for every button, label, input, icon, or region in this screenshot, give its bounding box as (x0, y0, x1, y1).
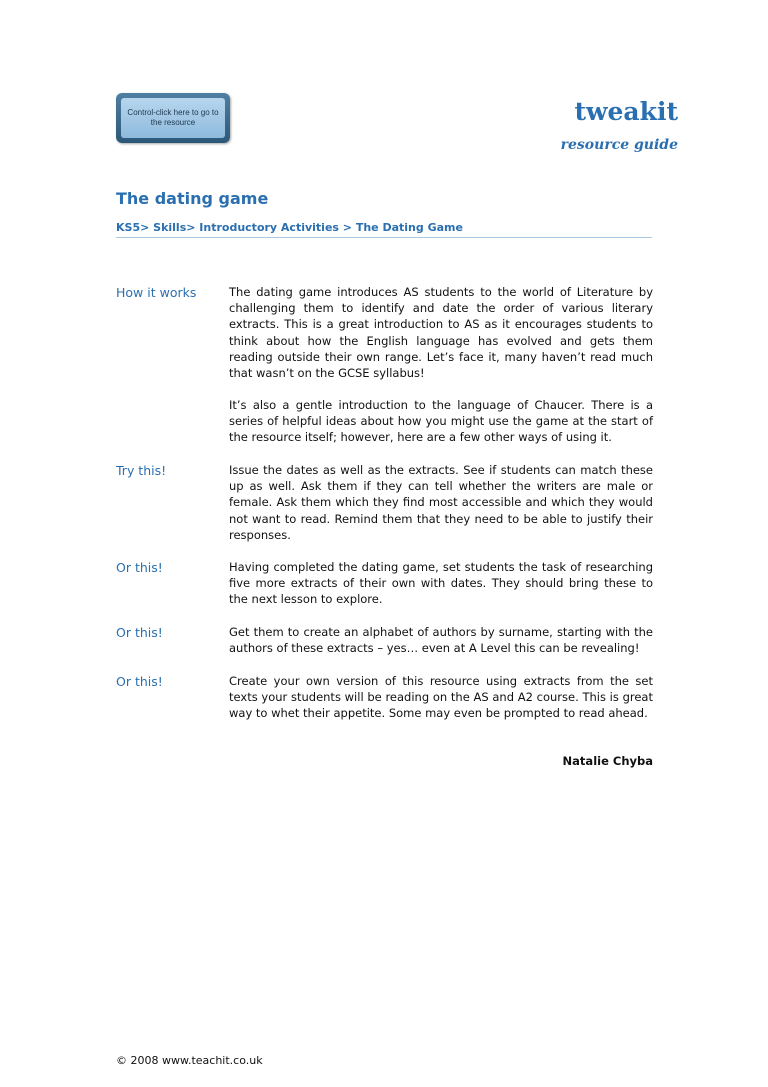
section-text: Create your own version of this resource using extracts from the set texts your students will be reading on the AS and A2 course. This is great way to whet their appetite. Some may even be prompted to read ahead. (229, 674, 653, 721)
section-label: How it works (116, 285, 197, 300)
section-label: Or this! (116, 560, 163, 575)
brand-subtitle: resource guide (560, 137, 678, 153)
section-label: Try this! (116, 463, 167, 478)
section-text: Issue the dates as well as the extracts. See if students can match these up as well. Ask them if they can tell whether the writers are male or female. Ask them which they find most accessible and which they would not want to read. Remind them that they need to be able to justify their responses. (229, 463, 653, 542)
page-title: The dating game (116, 189, 269, 208)
section-text: Get them to create an alphabet of authors by surname, starting with the authors of these extracts – yes… even at A Level this can be revealing! (229, 625, 653, 656)
divider (116, 237, 652, 238)
section-text: Having completed the dating game, set students the task of researching five more extracts of their own with dates. They should bring these to the next lesson to explore. (229, 560, 653, 607)
footer-copyright: © 2008 www.teachit.co.uk (116, 1054, 263, 1067)
brand-title: tweakit (574, 97, 678, 126)
section-text: It’s also a gentle introduction to the language of Chaucer. There is a series of helpful ideas about how you might use the game at the start of the resource itself; however, here are a few other ways of using it. (229, 398, 653, 445)
brand (561, 98, 678, 153)
author-name: Natalie Chyba (562, 754, 653, 768)
section-label: Or this! (116, 625, 163, 640)
section-label: Or this! (116, 674, 163, 689)
section-text: The dating game introduces AS students to the world of Literature by challenging them to identify and date the order of various literary extracts. This is a great introduction to AS as it encourages students to think about how the English language has evolved and gets them reading outside their own range. Let’s face it, many haven’t read much that wasn’t on the GCSE syllabus! (229, 285, 653, 381)
breadcrumb: KS5> Skills> Introductory Activities > The Dating Game (116, 221, 463, 234)
go-to-resource-button-label: Control-click here to go to the resource (121, 98, 225, 138)
go-to-resource-button[interactable] (116, 93, 230, 143)
